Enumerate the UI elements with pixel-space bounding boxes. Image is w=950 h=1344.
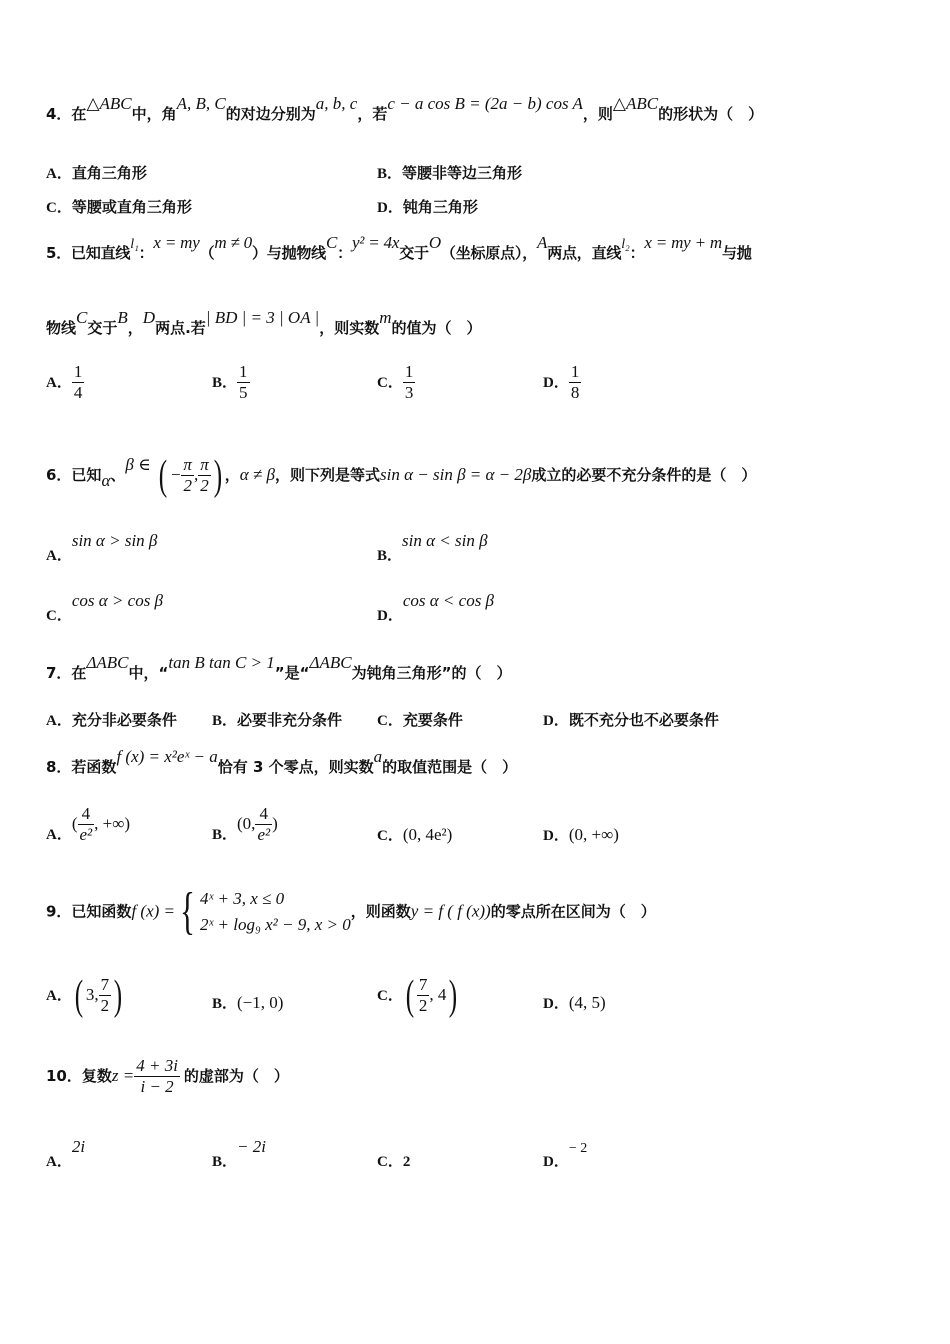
denominator: 2	[418, 996, 428, 1015]
option-label: D．	[543, 828, 569, 844]
option-label: C．	[377, 375, 403, 391]
q4-option-d	[377, 196, 478, 217]
q7-text: ”是“	[274, 664, 310, 682]
numerator: 4	[255, 804, 272, 825]
option-text: 等腰或直角三角形	[71, 198, 192, 216]
option-label: C．	[377, 988, 403, 1004]
option-text: (0, +∞)	[568, 825, 619, 844]
denominator: 2	[183, 476, 192, 495]
question-6	[46, 452, 756, 498]
q6-option-d	[377, 590, 495, 624]
q5-text: ：	[337, 244, 352, 262]
option-label: D．	[377, 608, 403, 624]
q5-cond2: | BD | = 3 | OA |	[205, 308, 320, 327]
paren: (	[71, 814, 78, 833]
q4-text: 的形状为（ ）	[658, 105, 764, 123]
option-label: D．	[543, 1154, 569, 1170]
option-label: B．	[212, 713, 238, 729]
option-text: 等腰非等边三角形	[402, 164, 523, 182]
q5-line-l2: l₂	[621, 237, 630, 252]
numerator: 1	[570, 362, 580, 381]
q7-option-b	[212, 709, 342, 730]
left-brace: {	[180, 883, 195, 940]
q6-comma: ,	[193, 465, 199, 484]
q4-number: 4．在	[46, 105, 87, 123]
q5-text: ：	[629, 244, 645, 262]
denominator: 3	[404, 383, 414, 402]
option-label: C．	[377, 713, 403, 729]
fraction	[78, 804, 95, 845]
q8-option-b	[212, 804, 278, 845]
q6-minus: −	[169, 465, 182, 484]
q7-triangle: ΔABC	[86, 653, 129, 672]
q7-option-c	[377, 709, 463, 730]
denominator: 8	[570, 383, 580, 402]
option-label: B．	[377, 548, 403, 564]
left-paren: (	[405, 972, 415, 1019]
q10-option-c	[377, 1150, 410, 1171]
denominator: i − 2	[140, 1077, 174, 1096]
option-text: , +∞)	[94, 814, 131, 833]
q5-text: （	[199, 244, 215, 262]
right-paren: )	[113, 972, 123, 1019]
option-label: C．	[46, 608, 72, 624]
fraction	[99, 975, 112, 1016]
q10-z: z =	[111, 1066, 135, 1085]
option-label: A．	[46, 827, 72, 843]
option-text: − 2i	[237, 1137, 266, 1156]
q5-text: 两点.若	[155, 319, 206, 337]
q8-option-c	[377, 824, 452, 845]
q10-number: 10．复数	[46, 1067, 112, 1085]
q8-text: 的取值范围是（ ）	[382, 758, 518, 776]
numerator: 7	[100, 975, 110, 994]
numerator: 1	[73, 362, 83, 381]
q5-text: 的值为（ ）	[391, 319, 482, 337]
option-text: 2	[402, 1154, 411, 1170]
option-label: B．	[212, 827, 238, 843]
q5-text: 与抛	[721, 244, 752, 262]
q9-option-b	[212, 992, 283, 1013]
q4-option-a	[46, 162, 147, 183]
q8-number: 8．若函数	[46, 758, 117, 776]
q6-text: ，则下列是等式	[274, 466, 380, 484]
q6-number: 6．已知	[46, 466, 102, 484]
q5-text: ，则实数	[319, 319, 380, 337]
q8-option-a	[46, 804, 130, 845]
fraction	[403, 362, 416, 403]
q5-point-d: D	[142, 308, 156, 327]
q6-text: 成立的必要不充分条件的是（ ）	[531, 466, 757, 484]
q4-condition: c − a cos B = (2a − b) cos A	[387, 94, 583, 113]
q4-option-c	[46, 196, 192, 217]
q5-point-a: A	[537, 233, 548, 252]
numerator: 4	[78, 804, 95, 825]
fraction	[255, 804, 272, 845]
q5-option-a	[46, 362, 84, 403]
question-7	[46, 653, 512, 683]
q9-number: 9．已知函数	[46, 902, 132, 921]
q6-option-b	[377, 530, 488, 564]
denominator: 2	[100, 996, 110, 1015]
q5-text: 交于	[399, 244, 429, 262]
option-text: 充要条件	[402, 711, 463, 729]
q6-equation: sin α − sin β = α − 2β	[380, 465, 532, 484]
option-text: 3,	[85, 985, 99, 1004]
q5-parabola: C	[76, 308, 88, 327]
option-text: sin α < sin β	[402, 531, 488, 550]
q4-sides: a, b, c	[315, 94, 358, 113]
q4-text: ，若	[357, 105, 388, 123]
q7-text: 中，“	[128, 664, 169, 682]
question-9	[46, 883, 656, 940]
fraction	[237, 362, 250, 403]
q7-condition: tan B tan C > 1	[168, 653, 275, 672]
q10-option-a	[46, 1136, 86, 1170]
q5-m: m	[379, 308, 392, 327]
q5-option-d	[543, 362, 581, 403]
left-paren: (	[74, 972, 84, 1019]
right-paren: )	[213, 452, 222, 499]
option-text: (−1, 0)	[237, 993, 284, 1012]
option-label: D．	[543, 375, 569, 391]
fraction	[72, 362, 85, 403]
denominator: 5	[239, 383, 248, 402]
paren: )	[272, 814, 278, 833]
option-label: A．	[46, 988, 72, 1004]
q7-option-d	[543, 709, 719, 730]
q5-parabola: C	[326, 233, 338, 252]
numerator: π	[200, 455, 209, 474]
numerator: 7	[418, 975, 428, 994]
option-label: A．	[46, 375, 72, 391]
option-label: D．	[543, 713, 569, 729]
option-text: 2i	[71, 1137, 86, 1156]
numerator: 1	[404, 362, 414, 381]
q8-option-d	[543, 824, 619, 845]
option-text: 钝角三角形	[402, 198, 478, 216]
q5-text: 两点，直线	[547, 244, 622, 262]
q5-line-l1: l₁	[130, 237, 139, 252]
option-text: 充分非必要条件	[71, 711, 177, 729]
fraction	[198, 455, 211, 496]
option-text: − 2	[568, 1141, 588, 1156]
q9-piece-2: 2ˣ + log₉ x² − 9, x > 0	[199, 915, 351, 934]
q4-option-b	[377, 162, 522, 183]
q6-text: 、	[110, 466, 126, 484]
q9-option-d	[543, 992, 606, 1013]
option-label: A．	[46, 1154, 72, 1170]
option-label: D．	[377, 200, 403, 216]
q9-piece-1: 4ˣ + 3, x ≤ 0	[199, 889, 285, 908]
question-4	[46, 94, 764, 124]
q5-option-c	[377, 362, 415, 403]
q4-triangle: △ABC	[612, 94, 659, 113]
q9-text: 的零点所在区间为（ ）	[490, 902, 656, 921]
q4-text: ，则	[582, 105, 613, 123]
q9-text: ，则函数	[350, 902, 411, 921]
q8-text: 恰有 3 个零点，则实数	[217, 758, 374, 776]
q6-neq: α ≠ β	[239, 465, 275, 484]
q7-option-a	[46, 709, 177, 730]
q5-text: ，	[127, 319, 143, 337]
q10-option-d	[543, 1136, 588, 1170]
fraction	[417, 975, 430, 1016]
q5-number: 5．已知直线	[46, 244, 131, 262]
fraction	[181, 455, 194, 496]
q9-option-a	[46, 972, 125, 1019]
numerator: 4 + 3i	[136, 1056, 178, 1075]
left-paren: (	[158, 452, 168, 499]
q6-alpha: α	[101, 471, 111, 490]
q9-composite: y = f ( f (x))	[410, 901, 491, 921]
option-label: B．	[212, 375, 238, 391]
option-text: 既不充分也不必要条件	[568, 711, 719, 729]
right-paren: )	[449, 972, 458, 1019]
option-label: C．	[377, 828, 403, 844]
q9-pieces	[200, 886, 351, 938]
q5-cond1: m ≠ 0	[214, 233, 252, 252]
denominator: 4	[73, 383, 83, 402]
option-label: C．	[46, 200, 72, 216]
q4-triangle: △ABC	[86, 94, 132, 113]
denominator: e²	[257, 825, 271, 844]
q9-function: f (x) =	[131, 901, 176, 921]
q4-text: 中，角	[131, 105, 177, 123]
denominator: e²	[79, 825, 93, 844]
q5-text: ）与抛物线	[251, 244, 326, 262]
option-label: C．	[377, 1154, 403, 1170]
q10-text: 的虚部为（ ）	[183, 1067, 289, 1085]
q7-number: 7．在	[46, 664, 87, 682]
numerator: 1	[239, 362, 248, 381]
option-text: cos α > cos β	[71, 591, 164, 610]
fraction	[134, 1056, 180, 1097]
option-text: (4, 5)	[568, 993, 606, 1012]
q9-option-c	[377, 972, 460, 1019]
q7-text: 为钝角三角形”的（ ）	[351, 664, 512, 682]
option-label: B．	[212, 996, 238, 1012]
q5-text: 物线	[46, 319, 77, 337]
fraction	[569, 362, 582, 403]
question-10	[46, 1056, 289, 1097]
option-label: A．	[46, 166, 72, 182]
q6-beta-in: β ∈	[125, 455, 151, 474]
option-label: B．	[212, 1154, 238, 1170]
q5-text: （坐标原点），	[440, 244, 538, 262]
q5-eq3: x = my + m	[644, 233, 722, 252]
numerator: π	[183, 455, 192, 474]
option-label: D．	[543, 996, 569, 1012]
q5-eq1: x = my	[153, 233, 200, 252]
q5-option-b	[212, 362, 250, 403]
q5-point-b: B	[117, 308, 128, 327]
option-text: (0, 4e²)	[402, 825, 453, 844]
q10-option-b	[212, 1136, 266, 1170]
option-text: sin α > sin β	[71, 531, 158, 550]
q5-eq2: y² = 4x	[351, 233, 400, 252]
q5-text: ：	[138, 244, 154, 262]
option-text: cos α < cos β	[402, 591, 495, 610]
option-text: , 4	[429, 985, 447, 1004]
q8-function: f (x) = x²eˣ − a	[116, 747, 218, 766]
option-label: A．	[46, 713, 72, 729]
question-5	[46, 233, 752, 263]
option-text: 直角三角形	[71, 164, 147, 182]
q8-a: a	[373, 747, 383, 766]
option-text: (0,	[237, 814, 256, 833]
q5-text: 交于	[87, 319, 118, 337]
option-text: 必要非充分条件	[237, 711, 343, 729]
q6-option-c	[46, 590, 164, 624]
q5-origin: O	[428, 233, 441, 252]
option-label: A．	[46, 548, 72, 564]
option-label: B．	[377, 166, 403, 182]
q6-option-a	[46, 530, 158, 564]
denominator: 2	[200, 476, 209, 495]
q4-angles: A, B, C	[176, 94, 226, 113]
q7-triangle: ΔABC	[309, 653, 352, 672]
q6-text: ，	[224, 466, 240, 484]
question-5-line-2	[46, 308, 482, 338]
question-8	[46, 747, 518, 777]
q4-text: 的对边分别为	[225, 105, 316, 123]
